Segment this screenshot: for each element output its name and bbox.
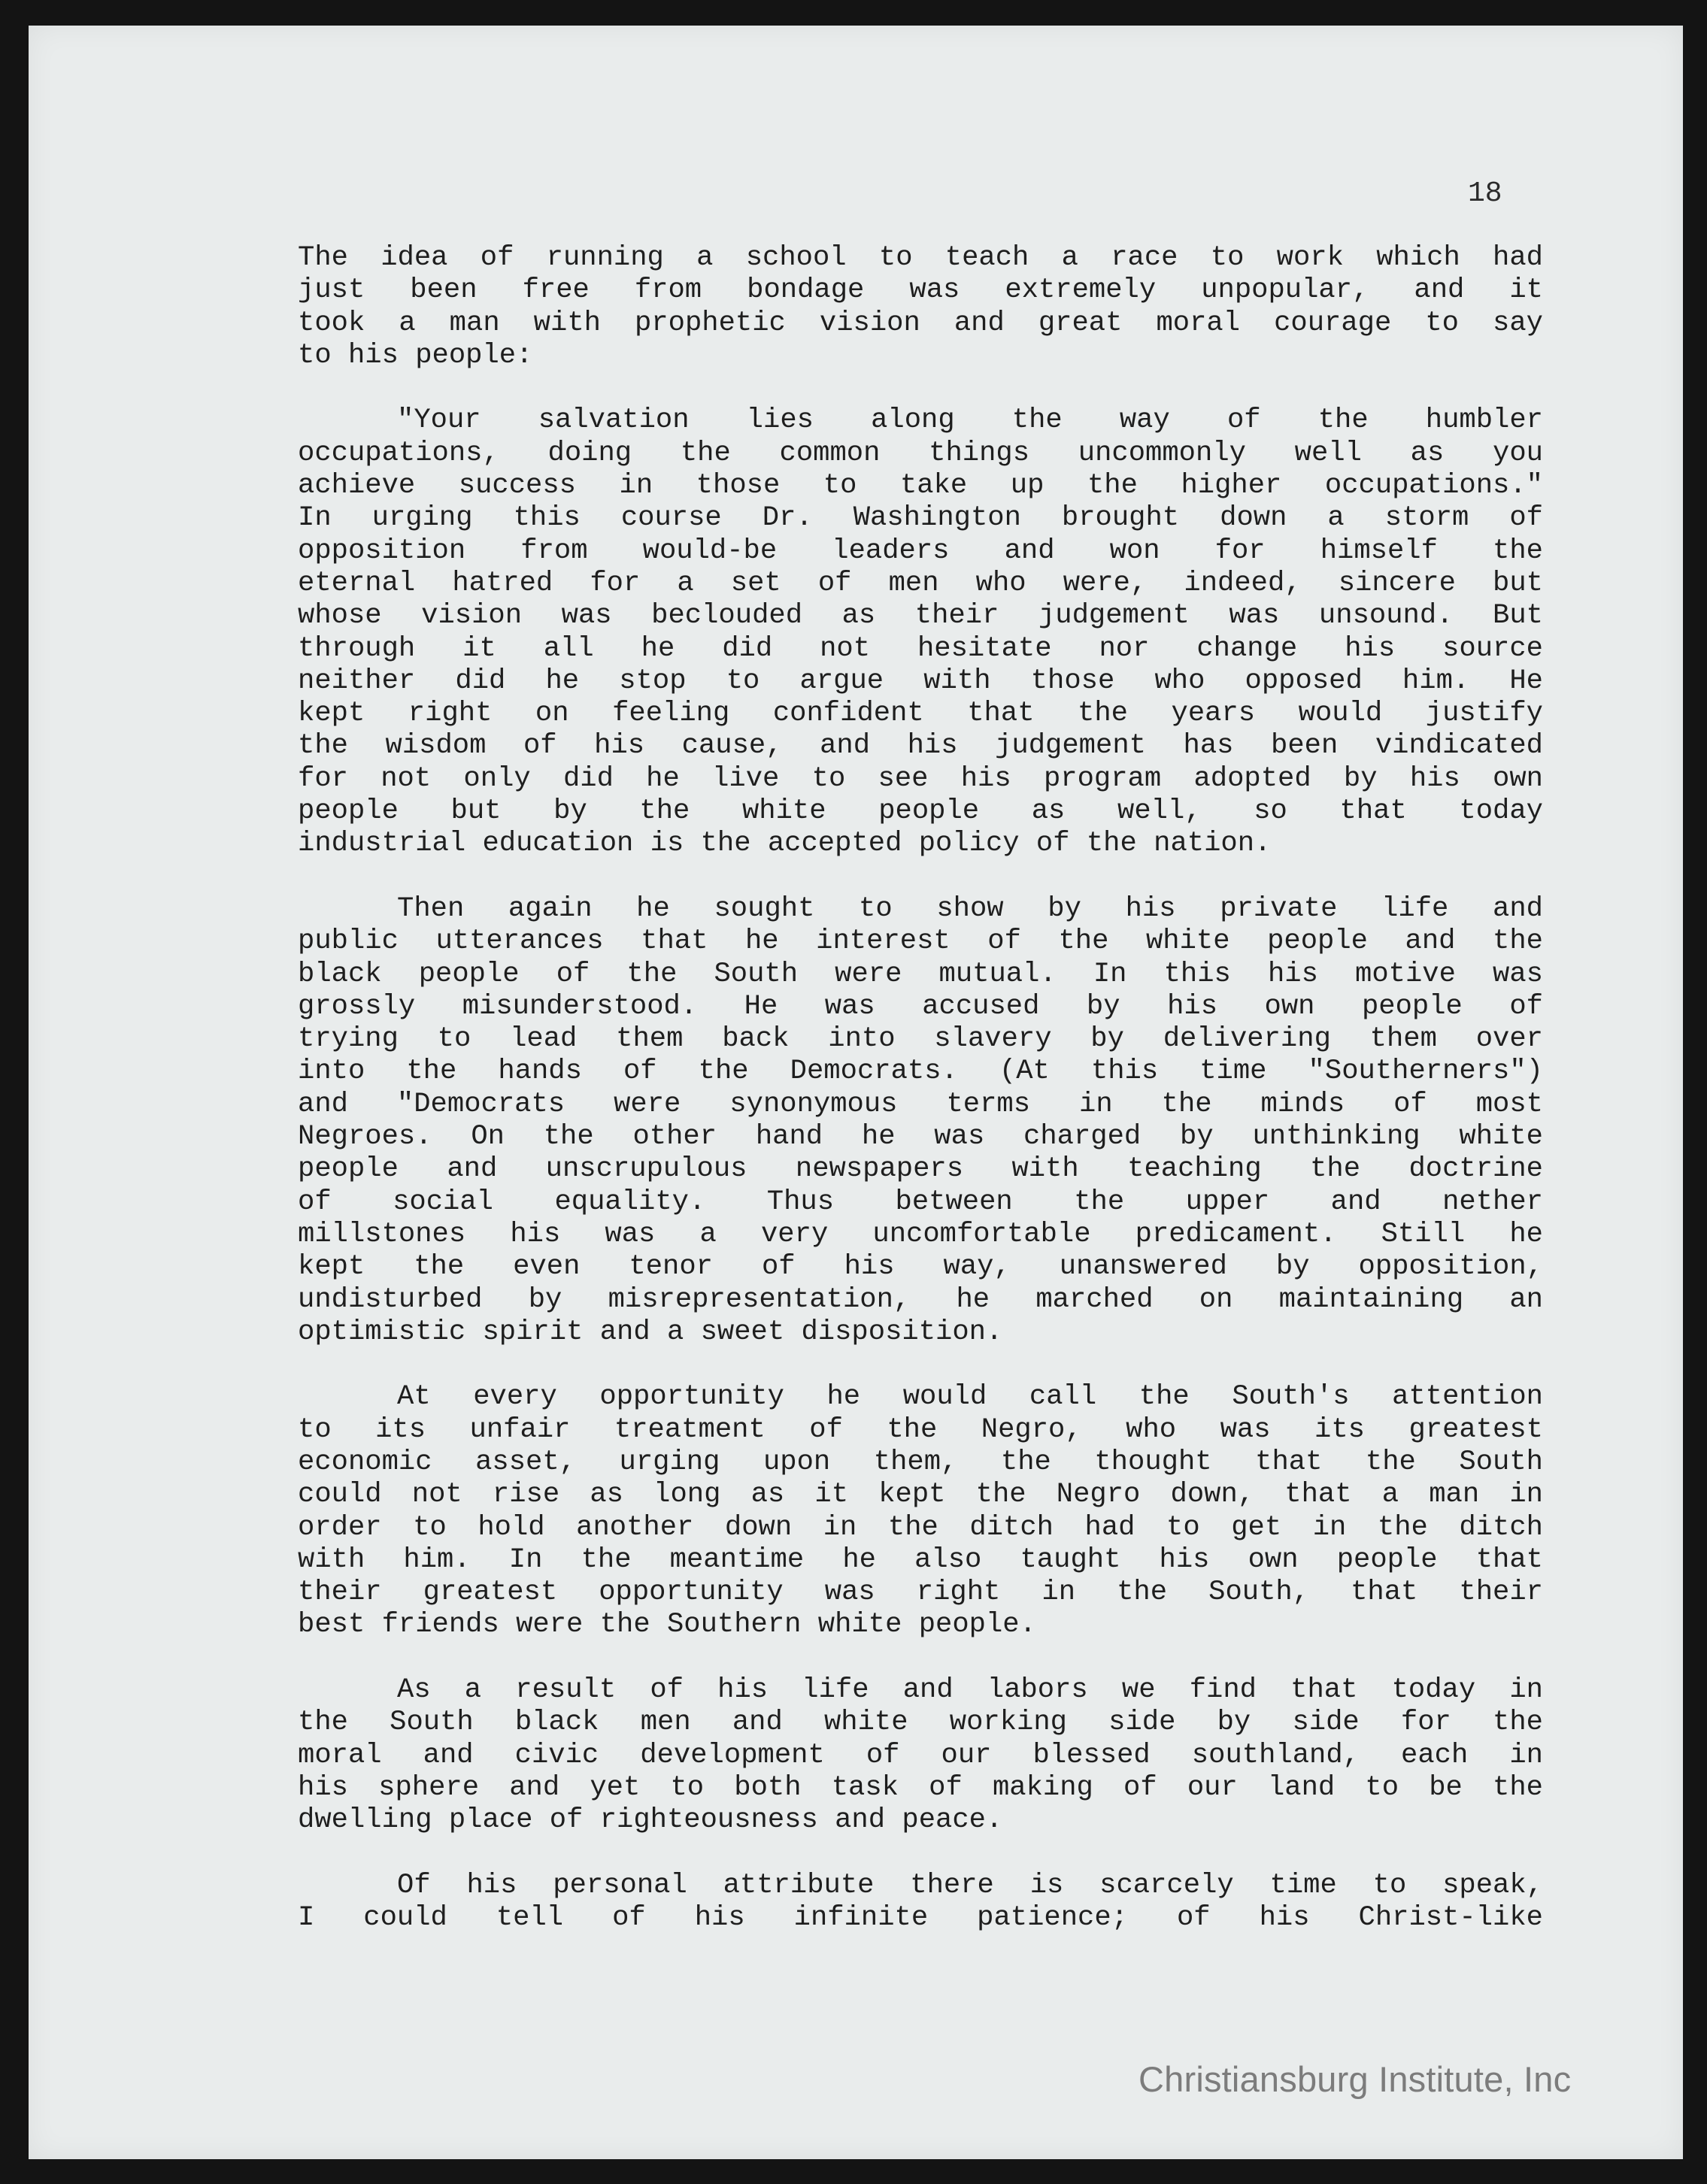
- text-line: Negroes. On the other hand he was charged by unthinking white: [298, 1121, 1543, 1153]
- text-line: grossly misunderstood. He was accused by his own people of: [298, 990, 1543, 1022]
- text-line: I could tell of his infinite patience; of his Christ-like: [298, 1902, 1543, 1934]
- text-line: his sphere and yet to both task of making of our land to be the: [298, 1771, 1543, 1804]
- text-line: As a result of his life and labors we find that today in: [397, 1674, 1543, 1707]
- text-line: trying to lead them back into slavery by delivering them over: [298, 1023, 1543, 1056]
- text-line: best friends were the Southern white people.: [298, 1609, 1036, 1641]
- text-line: with him. In the meantime he also taught his own people that: [298, 1543, 1543, 1576]
- text-line: public utterances that he interest of the white people and the: [298, 925, 1543, 958]
- text-line: moral and civic development of our blessed southland, each in: [298, 1739, 1543, 1771]
- paragraph: [298, 404, 1543, 860]
- text-line: kept right on feeling confident that the years would justify: [298, 698, 1543, 730]
- text-line: At every opportunity he would call the South's attention: [397, 1381, 1543, 1413]
- text-line: for not only did he live to see his program adopted by his own: [298, 762, 1543, 795]
- text-line: order to hold another down in the ditch had to get in the ditch: [298, 1511, 1543, 1543]
- text-line: of social equality. Thus between the upper and nether: [298, 1186, 1543, 1218]
- text-line: the wisdom of his cause, and his judgement has been vindicated: [298, 730, 1543, 762]
- text-line: occupations, doing the common things uncommonly well as you: [298, 437, 1543, 469]
- text-line: people and unscrupulous newspapers with teaching the doctrine: [298, 1153, 1543, 1186]
- text-line: Then again he sought to show by his private life and: [397, 892, 1543, 925]
- text-line: to his people:: [298, 339, 533, 371]
- page-number: 18: [1468, 177, 1502, 210]
- text-line: undisturbed by misrepresentation, he marched on maintaining an: [298, 1283, 1543, 1316]
- text-line: "Your salvation lies along the way of the humbler: [397, 404, 1543, 437]
- text-line: through it all he did not hesitate nor change his source: [298, 632, 1543, 665]
- text-line: dwelling place of righteousness and peace.: [298, 1804, 1003, 1837]
- text-line: millstones his was a very uncomfortable predicament. Still he: [298, 1218, 1543, 1250]
- text-line: achieve success in those to take up the higher occupations.": [298, 470, 1543, 502]
- text-line: eternal hatred for a set of men who were, indeed, sincere but: [298, 567, 1543, 599]
- text-line: Of his personal attribute there is scarcely time to speak,: [397, 1869, 1543, 1901]
- text-line: economic asset, urging upon them, the thought that the South: [298, 1446, 1543, 1478]
- text-line: In urging this course Dr. Washington brought down a storm of: [298, 502, 1543, 535]
- text-line: the South black men and white working side by side for the: [298, 1707, 1543, 1739]
- text-line: optimistic spirit and a sweet disposition.: [298, 1316, 1003, 1348]
- text-line: neither did he stop to argue with those who opposed him. He: [298, 665, 1543, 697]
- document-body: [298, 242, 1543, 1967]
- text-line: their greatest opportunity was right in the South, that their: [298, 1577, 1543, 1609]
- paragraph: [298, 893, 1543, 1349]
- text-line: industrial education is the accepted policy of the nation.: [298, 828, 1272, 860]
- text-line: opposition from would-be leaders and won for himself the: [298, 535, 1543, 567]
- text-line: into the hands of the Democrats. (At this time "Southerners"): [298, 1056, 1543, 1088]
- paragraph: [298, 242, 1543, 372]
- paragraph: [298, 1674, 1543, 1837]
- paragraph: [298, 1870, 1543, 1935]
- text-line: whose vision was beclouded as their judgement was unsound. But: [298, 600, 1543, 632]
- text-line: just been free from bondage was extremely unpopular, and it: [298, 274, 1543, 307]
- text-line: kept the even tenor of his way, unanswered by opposition,: [298, 1251, 1543, 1283]
- text-line: and "Democrats were synonymous terms in the minds of most: [298, 1088, 1543, 1120]
- text-line: black people of the South were mutual. In this his motive was: [298, 958, 1543, 990]
- text-line: The idea of running a school to teach a race to work which had: [298, 242, 1543, 274]
- text-line: people but by the white people as well, so that today: [298, 795, 1543, 828]
- text-line: could not rise as long as it kept the Negro down, that a man in: [298, 1479, 1543, 1511]
- text-line: to its unfair treatment of the Negro, who was its greatest: [298, 1413, 1543, 1446]
- watermark: Christiansburg Institute, Inc: [1139, 2059, 1572, 2099]
- text-line: took a man with prophetic vision and great moral courage to say: [298, 307, 1543, 339]
- paragraph: [298, 1381, 1543, 1641]
